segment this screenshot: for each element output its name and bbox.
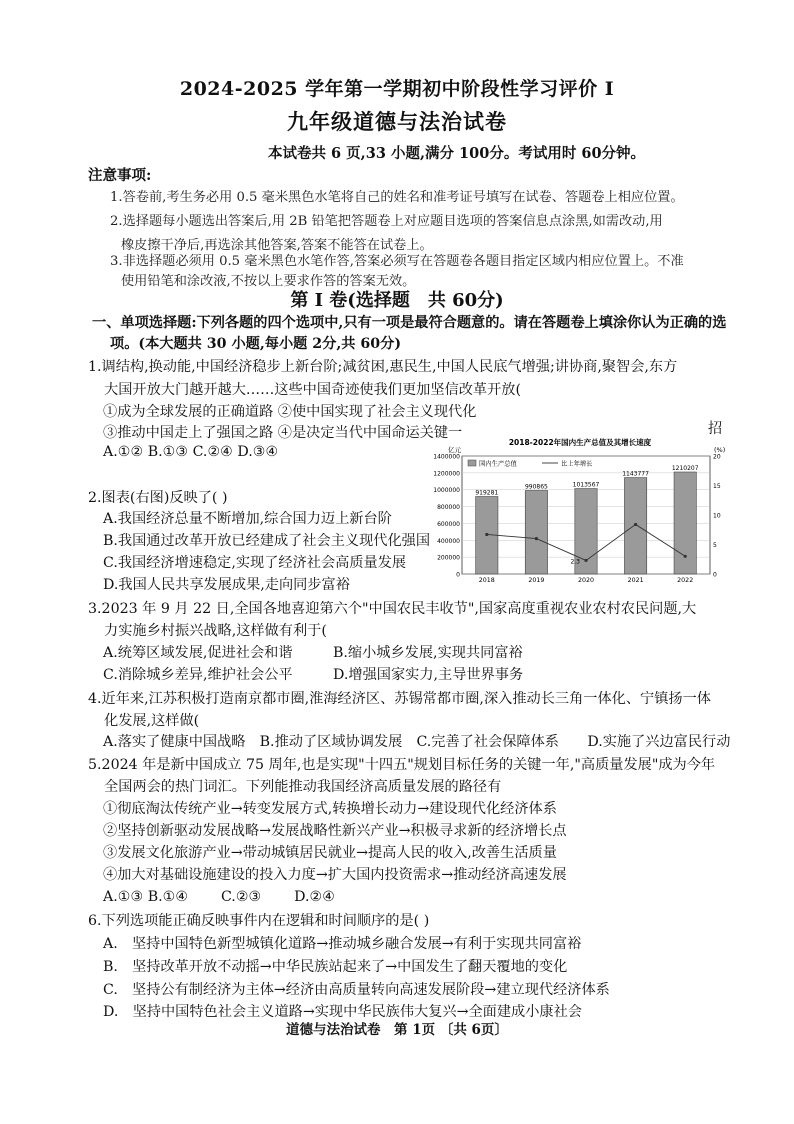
- y2-tick-label: 0: [713, 571, 717, 579]
- x-tick-label: 2021: [627, 577, 644, 584]
- gdp-data-label: 1143777: [622, 470, 649, 478]
- question-1-stem: 1.调结构,换动能,中国经济稳步上新台阶;减贫困,惠民生,中国人民底气增强;讲协商,聚智会,东方: [88, 359, 678, 375]
- section-description: 一、单项选择题:下列各题的四个选项中,只有一项是最符合题意的。请在答题卷上填涂你认为正确的选: [92, 315, 727, 331]
- question-2-option-b: B.我国通过改革开放已经建成了社会主义现代化强国: [103, 533, 431, 549]
- question-1-answers: A.①② B.①③ C.②④ D.③④: [103, 444, 279, 460]
- y-tick-label: 600000: [437, 520, 460, 528]
- question-5-choice: ③发展文化旅游产业→带动城镇居民就业→提高人民的收入,改善生活质量: [103, 845, 557, 861]
- exam-info: 本试卷共 6 页,33 小题,满分 100分。考试用时 60分钟。: [268, 145, 646, 162]
- question-5-choice: ①彻底淘汰传统产业→转变发展方式,转换增长动力→建设现代化经济体系: [103, 801, 557, 817]
- gdp-data-label: 1013567: [572, 481, 600, 489]
- y-tick-label: 1400000: [433, 453, 460, 461]
- question-5-choice: ②坚持创新驱动发展战略→发展战略性新兴产业→积极寻求新的经济增长点: [103, 823, 567, 839]
- y-tick-label: 400000: [437, 537, 460, 545]
- notice-item: 橡皮擦干净后,再选涂其他答案,答案不能答在试卷上。: [121, 238, 433, 253]
- gdp-chart-svg: [420, 436, 740, 586]
- section-description: 项。(本大题共 30 小题,每小题 2分,共 60分): [110, 336, 402, 352]
- growth-point: [684, 555, 687, 558]
- question-3-stem: 3.2023 年 9 月 22 日,全国各地喜迎第六个"中国农民丰收节",国家高度重视农业农村农民问题,大: [88, 601, 697, 617]
- x-tick-label: 2020: [577, 577, 595, 584]
- notice-heading: 注意事项:: [88, 167, 152, 184]
- question-2-option-d: D.我国人民共享发展成果,走向同步富裕: [103, 577, 350, 593]
- y-tick-label: 1200000: [433, 470, 460, 478]
- gdp-bar: [525, 490, 547, 574]
- notice-item: 1.答卷前,考生务必用 0.5 毫米黑色水笔将自己的姓名和准考证号填写在试卷、答题卷上相应位置。: [110, 190, 684, 205]
- y-tick-label: 0: [456, 571, 460, 579]
- legend-label-growth: 比上年增长: [561, 460, 593, 468]
- gdp-data-label: 1210207: [671, 464, 699, 472]
- x-tick-label: 2019: [528, 577, 545, 584]
- y2-tick-label: 20: [713, 453, 721, 461]
- question-5-answers: A.①③ B.①④ C.②③ D.②④: [103, 889, 335, 905]
- question-1-stem: 大国开放大门越开越大……这些中国奇迹使我们更加坚信改革开放(: [104, 382, 521, 398]
- question-6-option-c: C. 坚持公有制经济为主体→经济由高质量转向高速发展阶段→建立现代经济体系: [103, 982, 610, 998]
- question-3-option-c: C.消除城乡差异,维护社会公平: [103, 667, 293, 683]
- gdp-data-label: 990865: [524, 483, 548, 491]
- question-6-option-a: A. 坚持中国特色新型城镇化道路→推动城乡融合发展→有利于实现共同富裕: [103, 936, 582, 952]
- page-footer: 道德与法治试卷 第 1页 〔共 6页〕: [286, 1022, 508, 1038]
- y-tick-label: 200000: [437, 554, 460, 562]
- question-1-tail: 招: [708, 421, 723, 437]
- y2-tick-label: 10: [713, 512, 721, 520]
- legend-swatch-gdp: [468, 460, 476, 466]
- question-1-choice: ③推动中国走上了强国之路 ④是决定当代中国命运关键一: [103, 425, 463, 441]
- exam-subtitle: 九年级道德与法治试卷: [287, 109, 507, 134]
- growth-point: [485, 533, 488, 536]
- chart-title: 2018-2022年国内生产总值及其增长速度: [508, 438, 652, 447]
- x-tick-label: 2022: [677, 577, 694, 584]
- y-tick-label: 1000000: [433, 487, 460, 495]
- exam-title: 2024-2025 学年第一学期初中阶段性学习评价 I: [179, 78, 615, 100]
- question-3-option-b: B.缩小城乡发展,实现共同富裕: [333, 645, 523, 661]
- question-3-option-d: D.增强国家实力,主导世界事务: [333, 667, 524, 683]
- y-tick-label: 800000: [437, 504, 460, 512]
- question-4-stem: 4.近年来,江苏积极打造南京都市圈,淮海经济区、苏锡常都市圈,深入推动长三角一体化、宁镇扬一体: [88, 691, 711, 707]
- question-2-stem: 2.图表(右图)反映了( ): [88, 490, 228, 506]
- question-1-choice: ①成为全球发展的正确道路 ②使中国实现了社会主义现代化: [103, 404, 477, 420]
- x-tick-label: 2018: [478, 577, 495, 584]
- question-5-stem: 全国两会的热门词汇。下列能推动我国经济高质量发展的路径有: [104, 779, 502, 795]
- question-3-option-a: A.统筹区域发展,促进社会和谐: [103, 645, 293, 661]
- notice-item: 2.选择题每小题选出答案后,用 2B 铅笔把答题卷上对应题目选项的答案信息点涂黑,如需改动,用: [110, 214, 663, 229]
- gdp-data-label: 919281: [475, 489, 499, 497]
- y2-tick-label: 15: [713, 483, 721, 490]
- question-2-option-c: C.我国经济增速稳定,实现了经济社会高质量发展: [103, 555, 407, 571]
- question-4-stem: 化发展,这样做(: [104, 713, 200, 729]
- question-6-option-b: B. 坚持改革开放不动摇→中华民族站起来了→中国发生了翻天覆地的变化: [103, 959, 568, 975]
- notice-item: 3.非选择题必须用 0.5 毫米黑色水笔作答,答案必须写在答题卷各题目指定区域内相应位置上。不准: [110, 254, 684, 269]
- y2-axis-label: (%): [714, 446, 726, 454]
- gdp-bar: [674, 472, 696, 574]
- y2-tick-label: 5: [713, 542, 717, 549]
- question-5-choice: ④加大对基础设施建设的投入力度→扩大国内投资需求→推动经济高速发展: [103, 867, 567, 883]
- question-6-option-d: D. 坚持中国特色社会主义道路→实现中华民族伟大复兴→全面建成小康社会: [103, 1004, 582, 1020]
- growth-point: [584, 559, 587, 562]
- question-4-options: A.落实了健康中国战略 B.推动了区域协调发展 C.完善了社会保障体系 D.实施了兴边富民行动: [103, 734, 731, 750]
- question-3-stem: 力实施乡村振兴战略,这样做有利于(: [104, 623, 327, 639]
- y-axis-label: 亿元: [448, 446, 461, 454]
- growth-data-label: 2.3: [570, 558, 580, 566]
- question-6-stem: 6.下列选项能正确反映事件内在逻辑和时间顺序的是( ): [88, 913, 430, 929]
- question-5-stem: 5.2024 年是新中国成立 75 周年,也是实现"十四五"规划目标任务的关键一年,"高质量发展"成为今年: [88, 757, 716, 773]
- growth-point: [634, 523, 637, 526]
- legend-label-gdp: 国内生产总值: [479, 460, 517, 468]
- question-2-option-a: A.我国经济总量不断增加,综合国力迈上新台阶: [103, 511, 392, 527]
- notice-item: 使用铅笔和涂改液,不按以上要求作答的答案无效。: [121, 274, 416, 289]
- gdp-chart: [420, 436, 740, 586]
- section-title: 第 I 卷(选择题 共 60分): [290, 290, 504, 311]
- growth-point: [535, 537, 538, 540]
